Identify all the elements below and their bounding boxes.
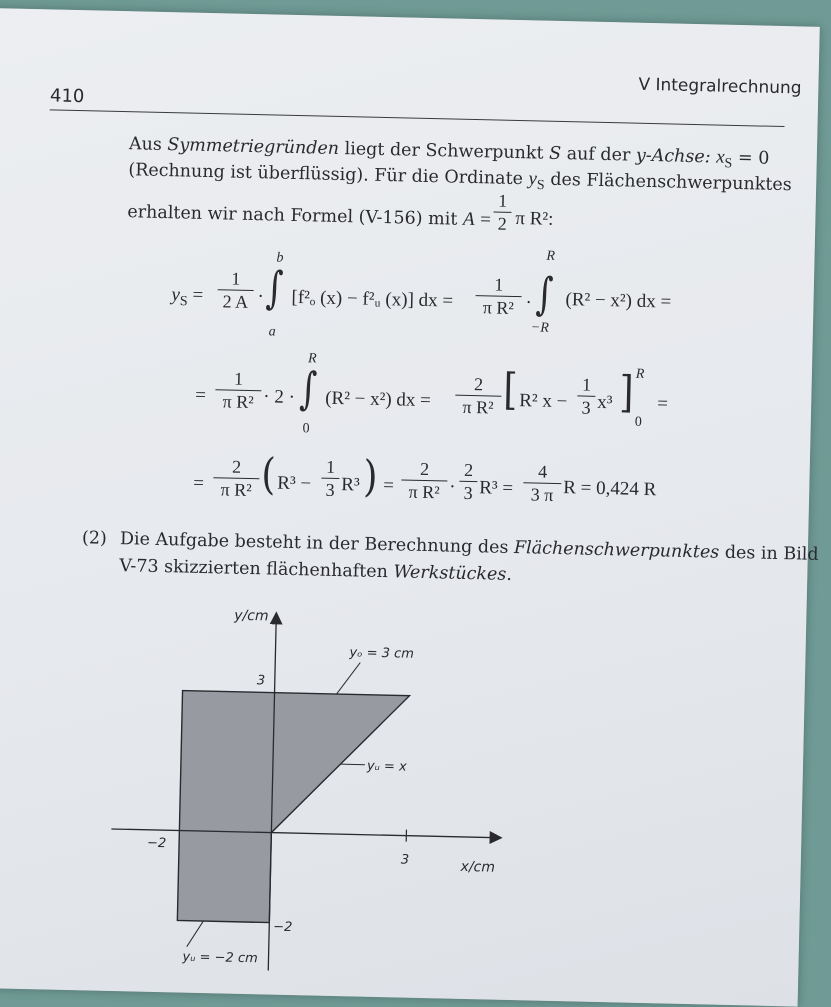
eq2-bracket-upper: R: [636, 367, 645, 383]
label-yu-x: yᵤ = x: [366, 759, 407, 775]
eq1-int2-lower: −R: [531, 320, 549, 336]
eq2-frac-2: $\frac{2}{\text{π R²}}$: [455, 373, 502, 419]
tick-label-y-3: 3: [257, 673, 266, 688]
section-2-line-2: V-73 skizzierten flächenhaften Werkstückes.: [119, 556, 512, 585]
eq3-dot: ·: [449, 477, 456, 499]
eq2-bracket-term-a: R² x −: [519, 390, 568, 413]
eq2-bracket-lower: 0: [635, 415, 642, 431]
intro-line-3: erhalten wir nach Formel (V-156) mit A =: [127, 201, 492, 231]
figure-workpiece: [98, 601, 536, 981]
eq3-result: R = 0,424 R: [563, 477, 657, 501]
book-page: [0, 8, 820, 1007]
eq1-integrand-2: (R² − x²) dx =: [565, 289, 671, 313]
tick-label-x-3: 3: [401, 853, 410, 868]
tick-label-x-neg2: −2: [147, 836, 167, 851]
eq2-bracket-right: ]: [619, 368, 634, 418]
eq2-bracket-term-b: x³: [597, 392, 613, 414]
eq1-integrand: [f²ₒ (x) − f²ᵤ (x)] dx =: [291, 287, 453, 313]
workpiece-region: [177, 691, 409, 926]
eq2-int-lower: 0: [302, 421, 309, 437]
eq2-bracket-left: [: [503, 366, 518, 416]
eq1-dot: ·: [257, 286, 264, 308]
eq2-int-upper: R: [308, 351, 317, 367]
chapter-title: V Integralrechnung: [638, 75, 802, 99]
header-rule: [50, 109, 785, 127]
eq2-integral-sign: ∫: [299, 363, 318, 415]
eq1-frac-1: $\frac{1}{2 A}$: [217, 267, 254, 313]
intro-fraction: $\frac{1}{2}$: [493, 189, 512, 234]
eq2-mid: · 2 ·: [263, 386, 295, 409]
leader-yo: [337, 662, 361, 695]
eq3-frac-2: $\frac{2}{\text{π R²}}$: [401, 457, 448, 503]
label-yo: yₒ = 3 cm: [348, 645, 414, 661]
eq3-equals: =: [193, 473, 204, 495]
eq1-integral-sign-2: ∫: [535, 268, 554, 320]
x-axis: [111, 829, 501, 838]
eq3-frac-1: $\frac{2}{\text{π R²}}$: [213, 455, 260, 501]
eq3-frac-4: $\frac{4}{3 \pi}$: [523, 460, 562, 506]
y-axis-label: y/cm: [233, 608, 269, 625]
eq2-integrand: (R² − x²) dx =: [325, 388, 431, 412]
eq1-int2-upper: R: [546, 249, 555, 265]
eq2-bracket-frac: $\frac{1}{3}$: [577, 373, 596, 418]
eq1-lhs: $y_S$ =: [171, 284, 203, 311]
leader-yu-neg2: [187, 921, 204, 947]
x-axis-label: x/cm: [459, 859, 495, 876]
eq3-equals-2: =: [383, 475, 394, 497]
eq3-paren-left: (: [261, 450, 276, 500]
eq2-frac-1: $\frac{1}{\text{π R²}}$: [215, 367, 262, 413]
section-2-marker: (2): [82, 528, 107, 549]
eq3-paren-right: ): [363, 452, 378, 502]
eq1-int-upper: b: [276, 251, 283, 267]
eq2-equals: =: [195, 385, 206, 407]
eq3-paren-term-b: R³: [341, 474, 360, 496]
leader-yu-x: [341, 764, 365, 765]
eq3-r3: R³ =: [479, 477, 513, 500]
eq2-tail: =: [657, 393, 668, 415]
eq1-int-lower: a: [269, 324, 276, 340]
label-yu-neg2: yᵤ = −2 cm: [181, 950, 258, 967]
eq1-frac-2: $\frac{1}{\text{π R²}}$: [475, 273, 522, 319]
eq3-paren-frac: $\frac{1}{3}$: [321, 456, 340, 501]
section-2-line-1: Die Aufgabe besteht in der Berechnung des Flächenschwerpunktes des in Bild: [120, 529, 819, 565]
intro-line-2: (Rechnung ist überflüssig). Für die Ordinate $y_S$ des Flächenschwerpunktes: [128, 159, 792, 200]
eq3-paren-term-a: R³ −: [277, 473, 311, 496]
page-number: 410: [50, 85, 85, 107]
eq1-integral-sign: ∫: [265, 262, 284, 314]
intro-tail: π R²:: [515, 208, 553, 231]
tick-label-y-neg2: −2: [273, 920, 293, 935]
eq1-dot-2: ·: [525, 292, 532, 314]
intro-line-1: Aus Symmetriegründen liegt der Schwerpunkt S auf der y-Achse: $x_S = 0$: [129, 133, 770, 173]
eq3-frac-3: $\frac{2}{3}$: [459, 459, 478, 504]
